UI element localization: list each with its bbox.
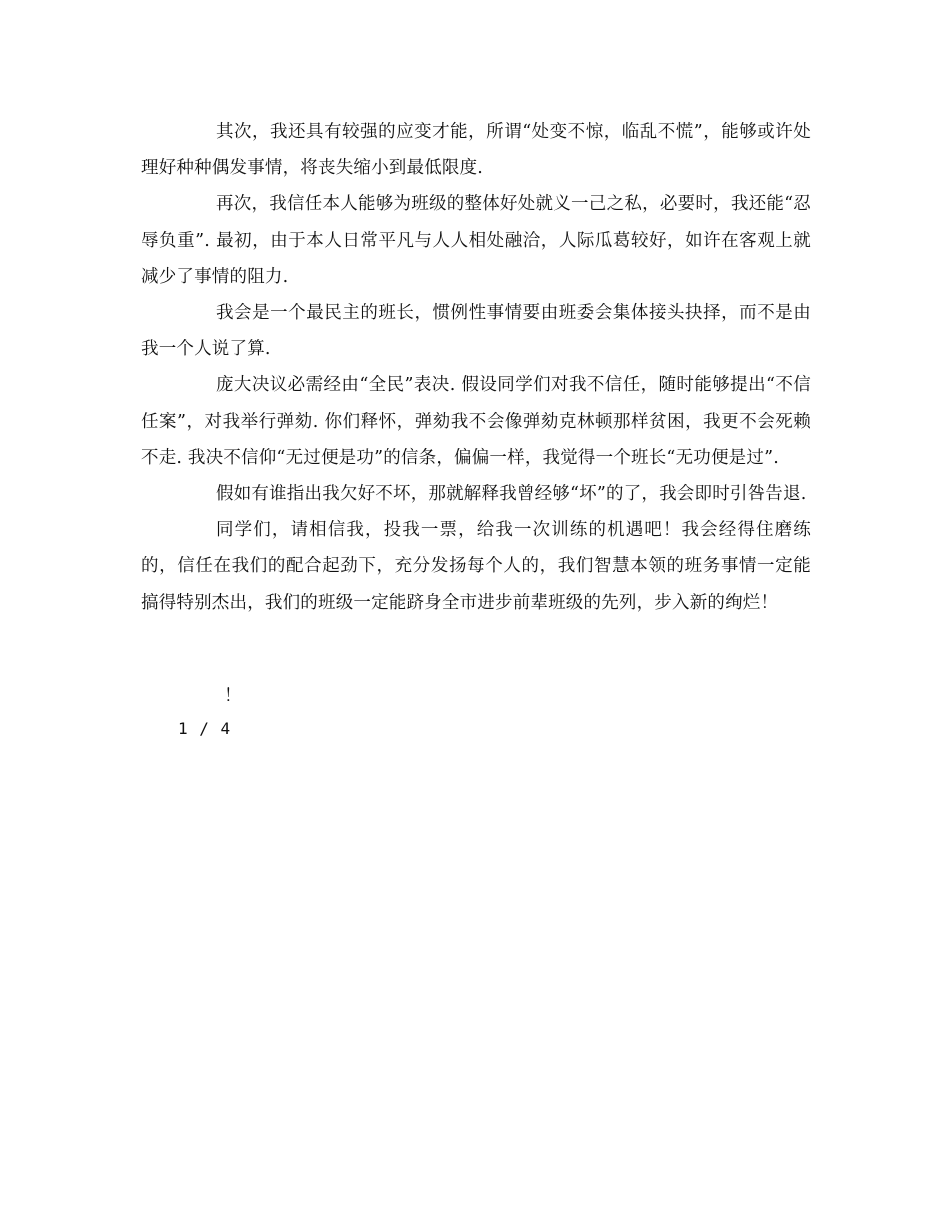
paragraph-4: 庞大决议必需经由“全民”表决. 假设同学们对我不信任，随时能够提出“不信任案”，对我举行弹劾. 你们释怀，弹劾我不会像弹劾克林顿那样贫困，我更不会死赖不走. 我决不信仰“无过便是功”的信条，偏偏一样，我觉得一个班长“无功便是过”. xyxy=(141,375,811,468)
paragraph-6: 同学们，请相信我，投我一票，给我一次训练的机遇吧！我会经得住磨练的，信任在我们的配合起劲下，充分发扬每个人的，我们智慧本领的班务事情一定能搞得特别杰出，我们的班级一定能跻身全市进步前辈班级的先列，步入新的绚烂！ xyxy=(141,520,811,613)
paragraph-3: 我会是一个最民主的班长，惯例性事情要由班委会集体接头抉择，而不是由我一个人说了算. xyxy=(141,303,811,360)
trailing-exclamation: ！ xyxy=(224,686,242,706)
paragraph-1: 其次，我还具有较强的应变才能，所谓“处变不惊，临乱不慌”，能够或许处理好种种偶发事情，将丧失缩小到最低限度. xyxy=(141,122,811,179)
page-indicator: 1 / 4 xyxy=(178,719,232,738)
document-body xyxy=(141,114,811,621)
paragraph-2: 再次，我信任本人能够为班级的整体好处就义一己之私，必要时，我还能“忍辱负重”. 最初，由于本人日常平凡与人人相处融洽，人际瓜葛较好，如许在客观上就减少了事情的阻力. xyxy=(141,194,811,287)
paragraph-5: 假如有谁指出我欠好不坏，那就解释我曾经够“坏”的了，我会即时引咎告退. xyxy=(216,484,807,505)
